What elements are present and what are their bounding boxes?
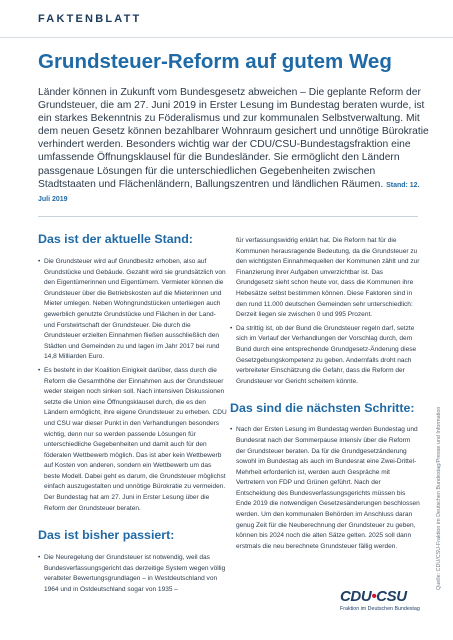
left-column bbox=[38, 232, 228, 599]
intro-text: Länder können in Zukunft vom Bundesgesetz abweichen – Die geplante Reform der Grundsteuer, die am 27. Juni 2019 in Erster Lesung im Bundestag beraten wurde, ist ein starkes Bekenntnis zu Föderalismus und zur kommunalen Selbstverwaltung. Mit dem neuen Gesetz können bezahlbarer Wohnraum gesichert und unnötige Bürokratie verhindert werden. Besonders wichtig war der CDU/CSU-Bundestagsfraktion eine umfassende Öffnungsklausel für die Bundesländer. Sie ermöglicht den Ländern passgenaue Lösungen für die unterschiedlichen Gegebenheiten zwischen Stadtstaaten und Flächenländern, Ballungszentren und ländlichen Räumen. bbox=[38, 87, 429, 190]
list-item-continuation: für verfassungswidrig erklärt hat. Die Reform hat für die Kommunen herausragende Bedeutung, da die Grundsteuer zu den wichtigsten Einnahmequellen der Kommunen zählt und zur Finanzierung ihrer Aufgaben unverzichtbar ist. Das Grundgesetz sieht schon heute vor, dass die Kommunen ihre Hebesätze selbst bestimmen können. Diese Faktoren sind in den rund 11.000 deutschen Gemeinden sehr unterschiedlich: Derzeit liegen sie zwischen 0 und 995 Prozent. bbox=[236, 237, 420, 319]
date-stamp: Stand: 12. Juli 2019 bbox=[38, 181, 420, 203]
list-item: • Nach der Ersten Lesung im Bundestag werden Bundestag und Bundesrat nach der Sommerpause intensiv über die Reform der Grundsteuer beraten. Da für die Grundgesetzänderung sowohl im Bundestag als auch im Bundesrat eine Zwei-Drittel-Mehrheit erforderlich ist, werden auch Gespräche mit Vertretern von FDP und Grünen geführt. Nach der Entscheidung des Bundesverfassungsgerichts müssen bis Ende 2019 die notwendigen Gesetzesänderungen beschlossen werden. Um den kommunalen Behörden im Anschluss daran genug Zeit für die Neuberechnung der Grundsteuer zu geben, können bis 2024 noch die alten Sätze gelten. 2025 soll dann erstmals die neu berechnete Grundsteuer fällig werden. bbox=[230, 425, 420, 552]
source-credit: Quelle: CDU/CSU-Fraktion im Deutschen Bundestag/Presse und Information bbox=[436, 406, 442, 590]
logo-wordmark bbox=[340, 588, 420, 605]
list-item: • Da strittig ist, ob der Bund die Grundsteuer regeln darf, setzte sich im Verlauf der Verhandlungen der Vorschlag durch, dem Bund durch eine entsprechende Grundgesetz-Änderung diese Gesetzgebungskompetenz zu geben. Andernfalls droht nach verbreiteter Einschätzung die Gefahr, dass die Reform der Grundsteuer vor Gericht scheitern könnte. bbox=[230, 324, 420, 388]
list-current-status bbox=[38, 257, 228, 514]
logo-csu: CSU bbox=[376, 588, 407, 605]
list-item: • Es besteht in der Koalition Einigkeit darüber, dass durch die Reform die Gesamthöhe der Einnahmen aus der Grundsteuer weder steigen noch sinken soll. Nach intensiven Diskussionen setzte die Union eine Öffnungsklausel durch, die es den Ländern ermöglicht, ihre eigene Grundsteuer zu erheben. CDU und CSU war dieser Punkt in den Verhandlungen besonders wichtig, denn nur so werden passende Lösungen für unterschiedliche Gegebenheiten und damit auch für den föderalen Wettbewerb möglich. Das ist aber kein Wettbewerb auf Kosten von anderen, sondern ein Wettbewerb um das beste Modell. Dabei geht es darum, die Grundsteuer möglichst einfach auszugestalten und unnötige Bürokratie zu vermeiden. Der Bundestag hat am 27. Juni in Erster Lesung über die Reform der Grundsteuer beraten. bbox=[38, 366, 228, 514]
right-column bbox=[230, 236, 420, 555]
header-bar bbox=[0, 0, 453, 38]
list-so-far bbox=[38, 553, 228, 595]
page-title: Grundsteuer-Reform auf gutem Weg bbox=[38, 50, 392, 73]
heading-next-steps: Das sind die nächsten Schritte: bbox=[230, 401, 415, 416]
logo-bullet: • bbox=[371, 588, 377, 605]
heading-so-far: Das ist bisher passiert: bbox=[38, 528, 175, 543]
section-divider bbox=[38, 216, 418, 217]
list-next-steps bbox=[230, 425, 420, 552]
intro-paragraph bbox=[38, 86, 433, 206]
logo-subtitle: Fraktion im Deutschen Bundestag bbox=[340, 606, 420, 612]
list-so-far-continued bbox=[230, 324, 420, 388]
logo-cdu: CDU bbox=[340, 588, 372, 605]
cdu-csu-logo bbox=[340, 588, 420, 624]
document-label: FAKTENBLATT bbox=[38, 13, 142, 25]
list-item: • Die Grundsteuer wird auf Grundbesitz erhoben, also auf Grundstücke und Gebäude. Gezahlt wird sie grundsätzlich von den Eigentümerinnen und Eigentümern. Vermieter können die Grundsteuer über die Betriebskosten auf die Mieterinnen und Mieter umlegen. Neben Wohngrundstücken unterliegen auch gewerblich genutzte Grundstücke und Flächen in der Land- und Forstwirtschaft der Grundsteuer. Die durch die Grundsteuer erzielten Einnahmen fließen ausschließlich den Städten und Gemeinden zu und lagen im Jahr 2017 bei rund 14,8 Milliarden Euro. bbox=[38, 257, 228, 363]
list-item: • Die Neuregelung der Grundsteuer ist notwendig, weil das Bundesverfassungsgericht das derzeitige System wegen völlig veralteter Bewertungsgrundlagen – in Westdeutschland von 1964 und in Ostdeutschland sogar von 1935 – bbox=[38, 553, 228, 595]
heading-current-status: Das ist der aktuelle Stand: bbox=[38, 232, 193, 246]
